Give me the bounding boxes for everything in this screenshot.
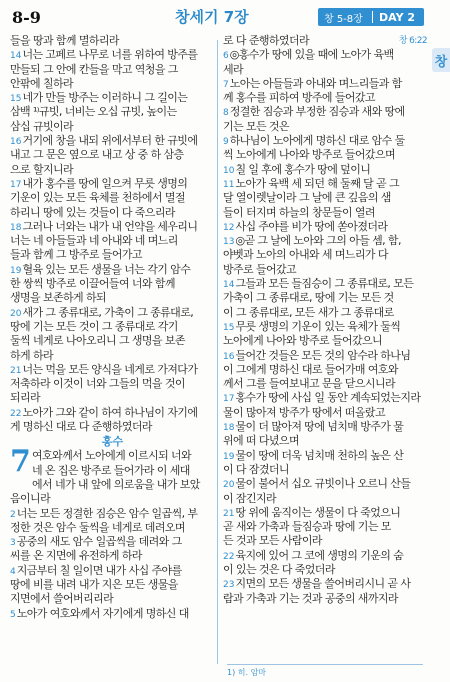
verse-text: 지면의 모든 생물을 쓸어버리시니 곧 사	[235, 577, 411, 591]
verse-text: 너는 네 아들들과 네 아내와 네 며느리	[10, 234, 178, 248]
verse-line	[223, 163, 427, 177]
verse-line	[223, 434, 427, 448]
verse-number: 17	[10, 179, 22, 190]
verse-line	[10, 521, 215, 535]
column-divider	[217, 40, 218, 664]
verse-number: 20	[10, 308, 22, 319]
verse-text: 이 그에게 명하신 대로 들어가매 여호와	[223, 362, 398, 376]
verse-line	[10, 148, 215, 162]
verse-number: 2	[10, 509, 16, 520]
verse-text: 사십 주야를 비가 땅에 쏟아졌더라	[235, 219, 388, 233]
verse-text: 삼백 ¹⁾규빗, 너비는 오십 규빗, 높이는	[10, 105, 177, 119]
verse-line	[223, 77, 427, 91]
verse-text: 으로 할지니라	[10, 162, 74, 176]
section-heading: 홍수	[101, 435, 124, 449]
verse-text: 내가 홍수를 땅에 일으켜 무릇 생명의	[22, 176, 188, 190]
verse-number: 23	[223, 580, 235, 591]
verse-number: 6	[223, 51, 229, 62]
verse-number: 12	[223, 222, 235, 233]
verse-number: 15	[223, 322, 235, 333]
verse-text: 만들되 그 안에 칸들을 막고 역청을 그	[10, 62, 178, 76]
verse-line	[223, 148, 427, 162]
verse-text: 네가 만들 방주는 이러하니 그 길이는	[22, 91, 188, 105]
verse-line	[10, 320, 215, 334]
verse-line	[10, 549, 215, 563]
verse-text: 땅 위에 움직이는 생물이 다 죽었으니	[235, 505, 401, 519]
verse-line	[223, 320, 427, 334]
verse-line	[10, 420, 215, 434]
footnote: 1) 히. 암마	[227, 664, 423, 678]
verse-line	[10, 492, 215, 506]
verse-text: 삼십 규빗이라	[10, 119, 74, 133]
cross-reference[interactable]: 창 6:22	[398, 36, 427, 46]
verse-text: 게 명하신 대로 다 준행하였더라	[10, 420, 152, 434]
verse-number: 14	[223, 280, 235, 291]
verse-number: 16	[10, 137, 22, 148]
verse-text: 한 쌍씩 방주로 이끌어들여 너와 함께	[10, 277, 175, 291]
verse-line	[223, 391, 427, 405]
verse-number: 8	[223, 108, 229, 119]
verse-line	[10, 134, 215, 148]
verse-line	[223, 549, 427, 563]
verse-line	[32, 449, 215, 463]
verse-number: 9	[223, 137, 229, 148]
verse-line	[10, 263, 215, 277]
verse-line	[223, 120, 427, 134]
verse-line	[10, 63, 215, 77]
verse-text: 안팎에 칠하라	[10, 76, 74, 90]
verse-line	[223, 91, 427, 105]
verse-line	[10, 607, 215, 621]
verse-text: 땅에 기는 모든 것이 그 종류대로 각기	[10, 319, 178, 333]
verse-text: 께서 그를 들여보내고 문을 닫으시니라	[223, 377, 396, 391]
verse-number: 13	[223, 237, 235, 248]
verse-line	[223, 363, 427, 377]
verse-text: 땅에 비를 내려 내가 지은 모든 생물을	[10, 577, 178, 591]
verse-line	[223, 563, 427, 577]
verse-line	[10, 220, 215, 234]
verse-text: 야벳과 노아의 아내와 세 며느리가 다	[223, 248, 388, 262]
verse-line	[10, 91, 215, 105]
verse-line	[10, 48, 215, 62]
verse-number: 3	[10, 538, 16, 549]
verse-line	[223, 534, 427, 548]
verse-text: ◎홍수가 땅에 있을 때에 노아가 육백	[229, 48, 394, 62]
verse-text: 너는 먹을 모든 양식을 네게로 가져다가	[22, 362, 198, 376]
verse-text: 위에 떠 다녔으며	[223, 434, 299, 448]
verse-number: 10	[223, 165, 235, 176]
verse-text: 기운이 있는 모든 육체를 천하에서 멸절	[10, 191, 185, 205]
verse-line	[223, 334, 427, 348]
verse-text: 홍수가 땅에 사십 일 동안 계속되었는지라	[235, 391, 421, 405]
verse-text: 새가 그 종류대로, 가축이 그 종류대로,	[22, 305, 194, 319]
verse-text: 음이니라	[10, 492, 51, 506]
verse-line	[223, 420, 427, 434]
verse-text: 물이 많아져 방주가 땅에서 떠올랐고	[223, 405, 385, 419]
verse-line	[223, 234, 427, 248]
verse-line	[223, 105, 427, 119]
verse-line	[10, 163, 215, 177]
verse-text: 노아는 아들들과 아내와 며느리들과 함	[229, 76, 402, 90]
verse-line	[10, 105, 215, 119]
chapter-range: 창 5-8장	[324, 13, 363, 25]
verse-text: 들을 땅과 함께 멸하리라	[10, 34, 119, 47]
verse-text: 방주로 들어갔고	[223, 262, 297, 276]
verse-line	[10, 391, 215, 405]
verse-line	[223, 520, 427, 534]
verse-text: 노아가 그와 같이 하여 하나님이 자기에	[22, 405, 198, 419]
right-column	[223, 34, 427, 606]
verse-line	[223, 306, 427, 320]
verse-text: 네 온 집은 방주로 들어가라 이 세대	[32, 463, 190, 477]
verse-text: 들과 함께 그 방주로 들어가고	[10, 248, 142, 262]
verse-line	[223, 34, 427, 48]
verse-text: 들어간 것들은 모든 것의 암수라 하나님	[235, 348, 411, 362]
verse-number: 16	[223, 351, 235, 362]
verse-number: 14	[10, 51, 22, 62]
verse-line	[10, 564, 215, 578]
verse-line	[223, 220, 427, 234]
verse-text: 너는 고페르 나무로 너를 위하여 방주를	[22, 48, 198, 62]
verse-text: 하리니 땅에 있는 것들이 다 죽으리라	[10, 205, 175, 219]
verse-line	[10, 177, 215, 191]
verse-text: 칠 일 후에 홍수가 땅에 덮이니	[235, 162, 371, 176]
verse-text: 되리라	[10, 391, 41, 405]
book-index-tab[interactable]: 창	[432, 48, 450, 72]
verse-number: 21	[10, 365, 22, 376]
verse-text: 그들과 모든 들짐승이 그 종류대로, 모든	[235, 277, 414, 291]
verse-line	[223, 477, 427, 491]
verse-line	[10, 507, 215, 521]
verse-text: 곧 새와 가축과 들짐승과 땅에 기는 모	[223, 520, 391, 534]
verse-number: 20	[223, 480, 235, 491]
verse-line	[223, 48, 427, 62]
chapter-title: 창세기 7장	[175, 8, 249, 26]
verse-text: 혈육 있는 모든 생물을 너는 각기 암수	[22, 262, 191, 276]
verse-text: 저축하라 이것이 너와 그들의 먹을 것이	[10, 377, 185, 391]
verse-number: 7	[223, 79, 229, 90]
verse-line	[223, 592, 427, 606]
verse-number: 22	[10, 408, 22, 419]
verse-text: 정결한 짐승과 부정한 짐승과 새와 땅에	[229, 105, 405, 119]
verse-text: 이 그 종류대로, 모든 새가 그 종류대로	[223, 305, 394, 319]
verse-number: 21	[223, 508, 235, 519]
verse-number: 18	[223, 423, 235, 434]
verse-text: 달 열이렛날이라 그 날에 큰 깊음의 샘	[223, 191, 391, 205]
verse-line	[223, 248, 427, 262]
verse-line	[223, 349, 427, 363]
badge-divider	[372, 11, 373, 23]
verse-text: 노아가 여호와께서 자기에게 명하신 대	[16, 606, 189, 620]
verse-text: 물이 더 많아져 땅에 넘치매 방주가 물	[235, 420, 404, 434]
verse-text: 에서 네가 내 앞에 의로움을 내가 보았	[32, 477, 200, 491]
verse-line	[223, 406, 427, 420]
verse-line	[10, 334, 215, 348]
verse-line	[223, 263, 427, 277]
verse-text: 로 다 준행하였더라	[223, 34, 310, 47]
verse-text: 이 잠긴지라	[223, 491, 277, 505]
left-column	[10, 34, 215, 621]
verse-text: 그러나 너와는 내가 내 언약을 세우리니	[22, 219, 198, 233]
verse-text: 이 다 잠겼더니	[223, 462, 289, 476]
verse-line	[223, 277, 427, 291]
verse-text: 세라	[223, 62, 244, 76]
verse-number: 19	[10, 265, 22, 276]
verse-text: 둘씩 네게로 나아오리니 그 생명을 보존	[10, 334, 185, 348]
verse-line	[223, 191, 427, 205]
verse-line	[223, 134, 427, 148]
day-label: DAY 2	[379, 10, 416, 24]
verse-line	[223, 377, 427, 391]
verse-text: 너는 모든 정결한 짐승은 암수 일곱씩, 부	[16, 506, 198, 520]
verse-number: 15	[10, 94, 22, 105]
verse-number: 5	[10, 609, 16, 620]
verse-line	[10, 578, 215, 592]
verse-line	[10, 363, 215, 377]
verse-number: 11	[223, 179, 235, 190]
verse-line	[32, 478, 215, 492]
verse-line	[10, 349, 215, 363]
reading-plan-badge	[318, 8, 424, 26]
verse-line	[10, 191, 215, 205]
verse-line	[223, 177, 427, 191]
chapter-block	[10, 444, 215, 621]
verse-text: 든 것과 모든 사람이라	[223, 534, 322, 548]
verse-text: 람과 가축과 기는 것과 공중의 새까지라	[223, 591, 398, 605]
chapter-number: 7	[10, 444, 31, 480]
verse-text: 이 있는 것은 다 죽었더라	[223, 562, 335, 576]
verse-text: 기는 모든 것은	[223, 119, 289, 133]
verse-text: 거기에 창을 내되 위에서부터 한 규빗에	[22, 134, 198, 148]
verse-line	[10, 406, 215, 420]
verse-number: 17	[223, 394, 235, 405]
verse-text: 노아에게 나아와 방주로 들어갔으니	[223, 334, 383, 348]
verse-text: 생명을 보존하게 하되	[10, 291, 107, 305]
verse-number: 19	[223, 451, 235, 462]
verse-text: 하나님이 노아에게 명하신 대로 암수 둘	[229, 134, 405, 148]
verse-text: 들이 터지며 하늘의 창문들이 열려	[223, 205, 375, 219]
verse-text: 씨를 온 지면에 유전하게 하라	[10, 549, 142, 563]
verse-text: 께 홍수를 피하여 방주에 들어갔고	[223, 91, 375, 105]
verse-text: ◎곧 그 날에 노아와 그의 아들 셈, 함,	[235, 234, 401, 248]
verse-line	[223, 463, 427, 477]
verse-line	[10, 306, 215, 320]
verse-number: 4	[10, 566, 16, 577]
verse-text: 무릇 생명의 기운이 있는 육체가 둘씩	[235, 319, 401, 333]
verse-line	[10, 377, 215, 391]
verse-line	[223, 63, 427, 77]
verse-line	[10, 277, 215, 291]
page-number: 8-9	[12, 8, 41, 27]
verse-line	[32, 464, 215, 478]
verse-number: 22	[223, 551, 235, 562]
verse-text: 정한 것은 암수 둘씩을 네게로 데려오며	[10, 520, 185, 534]
verse-text: 내고 그 문은 옆으로 내고 상 중 하 삼층	[10, 148, 184, 162]
verse-text: 씩 노아에게 나아와 방주로 들어갔으며	[223, 148, 396, 162]
verse-line	[223, 206, 427, 220]
verse-line	[10, 34, 215, 48]
verse-line	[10, 291, 215, 305]
verse-line	[223, 577, 427, 591]
verse-text: 물이 땅에 더욱 넘치매 천하의 높은 산	[235, 448, 404, 462]
verse-line	[10, 535, 215, 549]
verse-text: 지면에서 쓸어버리리라	[10, 592, 114, 606]
verse-text: 공중의 새도 암수 일곱씩을 데려와 그	[16, 535, 182, 549]
verse-line	[223, 291, 427, 305]
verse-text: 물이 불어서 십오 규빗이나 오르니 산들	[235, 477, 411, 491]
verse-text: 노아가 육백 세 되던 해 둘째 달 곧 그	[235, 176, 399, 190]
verse-line	[10, 592, 215, 606]
verse-line	[10, 248, 215, 262]
verse-line	[10, 77, 215, 91]
verse-line	[223, 492, 427, 506]
verse-line	[10, 120, 215, 134]
verse-line	[223, 449, 427, 463]
verse-text: 여호와께서 노아에게 이르시되 너와	[32, 449, 192, 463]
verse-line	[10, 206, 215, 220]
verse-text: 지금부터 칠 일이면 내가 사십 주야를	[16, 563, 182, 577]
verse-line	[10, 234, 215, 248]
verse-number: 18	[10, 222, 22, 233]
verse-text: 하게 하라	[10, 348, 54, 362]
verse-text: 육지에 있어 그 코에 생명의 기운의 숨	[235, 548, 404, 562]
verse-text: 가축이 그 종류대로, 땅에 기는 모든 것	[223, 291, 394, 305]
verse-line	[223, 506, 427, 520]
